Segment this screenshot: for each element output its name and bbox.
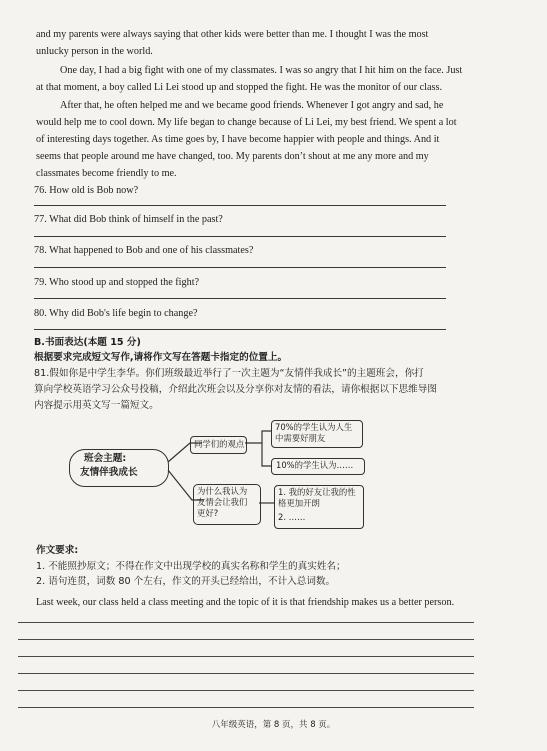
page-footer: 八年级英语，第 8 页，共 8 页。 bbox=[211, 720, 336, 730]
mindmap-right-3-line-2: 格更加开朗 bbox=[278, 498, 320, 508]
mindmap-center-line-1: 班会主题: bbox=[84, 453, 127, 464]
passage-line-9: classmates become friendly to me. bbox=[36, 168, 177, 179]
question-77: 77. What did Bob think of himself in the past? bbox=[34, 214, 223, 225]
essay-opening-sentence: Last week, our class held a class meeting and the topic of it is that friendship makes us a better person. bbox=[36, 597, 455, 608]
section-b-prompt-3: 内容提示用英文写一篇短文。 bbox=[34, 400, 159, 411]
writing-line-5[interactable] bbox=[18, 690, 474, 691]
passage-line-2: unlucky person in the world. bbox=[36, 46, 153, 57]
writing-line-6[interactable] bbox=[18, 707, 474, 708]
mindmap-right-1-line-2: 中需要好朋友 bbox=[275, 433, 326, 443]
section-b-prompt-1: 81.假如你是中学生李华。你们班级最近举行了一次主题为“友情伴我成长”的主题班会，你打 bbox=[34, 368, 424, 379]
mindmap-right-1-line-1: 70%的学生认为人生 bbox=[275, 422, 353, 432]
mindmap-right-2-label: 10%的学生认为…… bbox=[276, 460, 354, 470]
mindmap-center-line-2: 友情伴我成长 bbox=[80, 467, 138, 478]
passage-line-3: One day, I had a big fight with one of my classmates. I was so angry that I hit him on the face. Just bbox=[60, 65, 463, 76]
question-78: 78. What happened to Bob and one of his classmates? bbox=[34, 245, 254, 256]
mindmap-right-3-line-3: 2. …… bbox=[278, 512, 306, 522]
passage-line-4: at that moment, a boy called Li Lei stood up and stopped the fight. He was the monitor of our class. bbox=[36, 82, 442, 93]
requirement-item-2: 2. 语句连贯，词数 80 个左右，作文的开头已经给出，不计入总词数。 bbox=[36, 576, 336, 587]
writing-line-1[interactable] bbox=[18, 622, 474, 623]
question-79: 79. Who stood up and stopped the fight? bbox=[34, 277, 200, 288]
requirement-item-1: 1. 不能照抄原文；不得在作文中出现学校的真实名称和学生的真实姓名； bbox=[36, 561, 346, 572]
question-76: 76. How old is Bob now? bbox=[34, 185, 139, 196]
passage-line-7: of interesting days together. As time goes by, I have become happier with people and things. And it bbox=[36, 134, 440, 145]
connector-upper-r1 bbox=[262, 431, 271, 443]
requirements-heading: 作文要求: bbox=[36, 545, 79, 556]
passage-line-8: seems that people around me have changed, too. My parents don’t shout at me any more and my bbox=[36, 151, 429, 162]
mindmap-lower-mid-line-3: 更好? bbox=[197, 508, 219, 518]
passage-line-6: would help me to cool down. My life began to change because of Li Lei, my best friend. We spent a lot bbox=[36, 117, 457, 128]
writing-line-3[interactable] bbox=[18, 656, 474, 657]
connector-upper-r2 bbox=[262, 443, 271, 466]
mindmap-lower-mid-line-2: 友情会让我们 bbox=[197, 497, 248, 507]
question-80: 80. Why did Bob's life begin to change? bbox=[34, 308, 198, 319]
section-b-instruction: 根据要求完成短文写作,请将作文写在答题卡指定的位置上。 bbox=[34, 352, 288, 363]
writing-line-2[interactable] bbox=[18, 639, 474, 640]
passage-line-5: After that, he often helped me and we became good friends. Whenever I got angry and sad, he bbox=[60, 100, 444, 111]
writing-line-4[interactable] bbox=[18, 673, 474, 674]
section-b-heading: B.书面表达(本题 15 分) bbox=[34, 337, 141, 348]
passage-line-1: and my parents were always saying that other kids were better than me. I thought I was the most bbox=[36, 29, 429, 40]
mindmap-lower-mid-line-1: 为什么我认为 bbox=[197, 486, 248, 496]
section-b-prompt-2: 算向学校英语学习公众号投稿，介绍此次班会以及分享你对友情的看法，请你根据以下思维导图 bbox=[34, 384, 437, 395]
mindmap-right-3-line-1: 1. 我的好友让我的性 bbox=[278, 487, 356, 497]
mindmap-upper-mid-label: 同学们的观点 bbox=[194, 439, 245, 449]
